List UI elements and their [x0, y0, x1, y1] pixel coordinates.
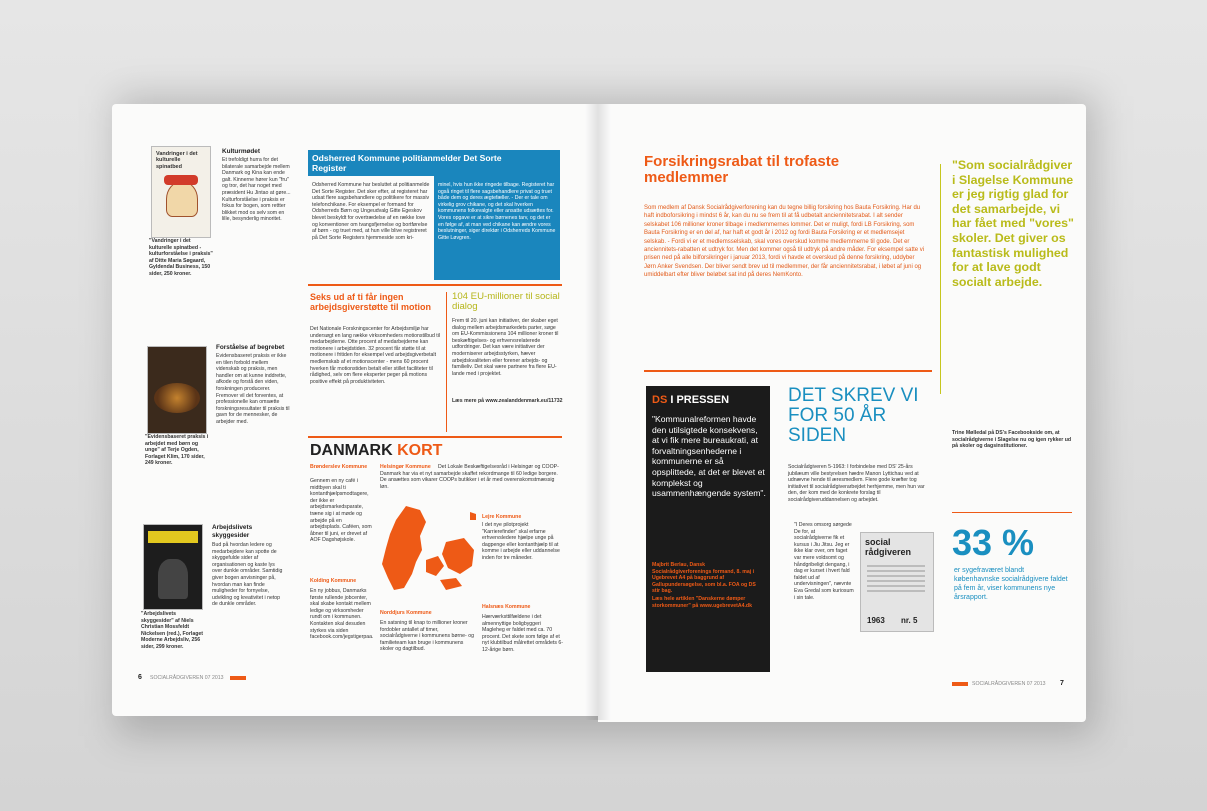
quote-source: Trine Mølledal på DS's Facebookside om, at socialrådgiverne i Slagelse nu og igen rykker ud på skoler og dagsinstitutioner.: [952, 430, 1072, 450]
stat-number: 33 %: [952, 522, 1035, 563]
page-number-left: 6: [138, 674, 142, 681]
book-cover-art: [154, 383, 200, 413]
halsnaes-heading: Halsnæs Kommune: [482, 604, 531, 610]
footer-right: SOCIALRÅDGIVEREN 07 2013: [972, 681, 1046, 687]
page-number-right: 7: [1060, 680, 1064, 687]
pressen-tag: [652, 394, 762, 406]
book2-body: Evidensbaseret praksis er ikke en tilen forbold mellem videnskab og praksis, men handler om at kunne inddrette, afkode og forstå den viden, forskningen producerer. Fremover vil det forventes, at professionelle kan omsætte forskningsresultater til praksis til gavn for de mennesker, de arbejder med.: [216, 353, 290, 425]
divider-map-top: [308, 436, 562, 438]
odsherred-col2: minel, hvis hun ikke ringede tilbage. Registeret har også ringet til flere sagsbehandlere privat og truet både dem og deres ægtefæller. - Der er tale om virkelig grov chikane, og det skal hverken kommunens folkevalgte eller ansatte udsættes for. Vores opgave er at sikre børnenes tarv, og det er en følge af, at man ved chikane kan ændre vores beslutninger, siger direktør i Odsherreds Kommune Gitte Løvgren.: [438, 182, 556, 241]
seks-title: Seks ud af ti får ingen arbejdsgiverstøtte til motion: [310, 292, 432, 312]
danmark-title: [310, 442, 510, 460]
lejre-body: I det nye pilotprojekt "Karrierefinder" skal erfarne erhvervsledere hjælpe unge på dagpenge eller kontanthjælp til at komme i arbejde eller uddannelse inden for tre måneder.: [482, 522, 560, 561]
book1-caption: "Vandringer i det kulturelle spinatbed - kulturforståelse i praksis" af Ditte Maria Søgaard, Gyldendal Business, 150 sider, 250 kroner.: [149, 238, 213, 277]
helsingor-body: Det Lokale Beskæftigelsesråd i Helsingør og COOP-Danmark har via et nyt samarbejde skaffet rekordmange til 60 ledige borgere. De ansættes som vikarer COOPs butikker i et år med overenskomstmæssig løn.: [380, 464, 559, 490]
funen-shape: [426, 556, 444, 576]
book1-body: Et trefoldigt hurra for det bilaterale samarbejde mellem Danmark og Kina kan ende galt. Kinnerne hører kun "fru" og tror, det har noget med præsident Hu Jintao at gøre... Kulturforståelse i praksis er fokus for bogen, som rettter blikket mod os selv som en lille, besynderlig minoritet.: [222, 157, 291, 223]
cartoon-figure-icon: [166, 181, 198, 217]
denmark-map: [376, 502, 480, 598]
kolding-heading: Kolding Kommune: [310, 578, 357, 584]
right-page: [598, 104, 1086, 722]
norddjurs-body: En satsning til knap to millioner kroner fordobler antallet af timer, socialrådgiverne i kommunens børne- og familieteam kan bruge i kommunens skoler og dagtilbud.: [380, 620, 474, 653]
mag-title-a: social: [865, 537, 891, 547]
odsherred-title: Odsherred Kommune politianmelder Det Sorte Register: [312, 153, 502, 173]
odsherred-col1: Odsherred Kommune har besluttet at politianmelde Det Sorte Register. Det sker efter, at registeret har udsat flere sagsbehandlere og politikere for massiv telefonchikane. For eksempel er formand for Odsherreds Børn og Ungeudvalg Gitte Egeskov blevet beskyldt for overtrædelse af en række love og konventioner om tvangsfjernelse og bortførelse af børn - og truet med, at hun ville blive registreret på Det Sorte Registers hjemmeside som kri-: [312, 182, 430, 241]
pressen-link[interactable]: Læs hele artiklen "Danskerne dømper storkommuner" på www.ugebrevetA4.dk: [652, 596, 752, 609]
book3-heading: Arbejdslivets skyggesider: [212, 524, 253, 539]
bronderslev-body: Gennem en ny café i midtbyen skal ti kontanthjælpsmodtagere, der ikke er arbejdsmarkedsparate, træne sig i at møde og arbejde på en arbejdsplads. Caféen, som åbner til juni, er drevet af AOF Dagshøjskole.: [310, 478, 372, 544]
divider-right: [644, 370, 932, 372]
mag-text-lines: [867, 565, 925, 595]
pressen-tag-a: DS: [652, 394, 668, 406]
forsikring-body: Som medlem af Dansk Socialrådgiverforening kan du tegne billig forsikring hos Bauta Forsikring. Har du haft indboforsikring i mindst 6 år, kan du nu se frem til at få udbetalt anciennitetsrabat. I alt sender selskabet 106 millioner kroner tilbage i medlemmernes lommer. Det er muligt, fordi LB Forsikring, som Bauta Forsikring er en del af, har haft et godt år i 2012 og fordi Bauta Forsikring er et medlemsejet selskab. - Fordi vi er et medlemsselskab, skal vores overskud komme medlemmerne til gode. Det er anciennitets-rabatten et udtryk for. Men det kommer også til udtryk på andre måder. For eksempel satte vi prisen ned på alle bilforsikringer i januar 2013, fordi vi havde et overskud på denne forsikring, uddyber Jørn Anker Svendsen. Der bliver sendt brev ud til medlemmer, der får anciennitetsrabat, i løbet af juni og umiddelbart efter bliver beløbet sat ind på deres NemKonto.: [644, 205, 925, 279]
pressen-tag-b: I PRESSEN: [670, 394, 730, 406]
jutland-shape: [382, 506, 426, 590]
book-cover-figure: [158, 559, 188, 599]
mag-nr: nr. 5: [901, 616, 918, 625]
hat-icon: [164, 175, 198, 185]
eu-title: 104 EU-millioner til social dialog: [452, 291, 560, 313]
book2-caption: "Evidensbaseret praksis i arbejdet med børn og unge" af Terje Ogden, Forlaget Klim, 170 sider, 249 kroner.: [145, 434, 209, 467]
mag-year: 1963: [867, 616, 885, 625]
lejre-heading: Lejre Kommune: [482, 514, 522, 520]
danmark-title-b: KORT: [397, 442, 443, 459]
book-cover-kulturelle: [151, 146, 211, 238]
kolding-body: En ny jobbus, Danmarks første rullende jobcenter, skal skabe kontakt mellem ledige og virksomheder rundt om i kommunen. Kontakten skal desuden styrkes via siden facebook.com/jegstigerpaa.: [310, 588, 374, 641]
pressen-box: [646, 386, 770, 672]
book3-caption: "Arbejdslivets skyggesider" af Niels Christian Mossfeldt Nickelsen (red.), Forlaget Moderne Arbejdsliv, 256 sider, 299 kroner.: [141, 611, 203, 650]
divider-middle: [446, 292, 447, 432]
book2-heading: Forståelse af begrebet: [216, 344, 285, 351]
stat-body: er sygefraværet blandt københavnske socialrådgivere faldet på fem år, viser kommunens nye årsrapport.: [954, 567, 1068, 601]
footer-left-bar: [230, 676, 246, 680]
magazine-gutter: [585, 104, 611, 720]
danmark-title-a: DANMARK: [310, 442, 393, 459]
magazine-cover-1963: [860, 532, 934, 632]
footer-left: SOCIALRÅDGIVEREN 07 2013: [150, 675, 224, 681]
pressen-source: Majbrit Berlau, Dansk Socialrådgiverforenings formand, 8. maj i Ugebrevet A4 på baggrund af Gallupundersøgelse, som bl.a. FOA og DS stir bag.: [652, 562, 756, 595]
mag-title-b: rådgiveren: [865, 547, 912, 557]
zealand-shape: [442, 538, 474, 574]
eu-body: Frem til 20. juni kan initiativer, der skaber eget dialog mellem arbejdsmarkedets parter, søge om EU-Kommissionens 104 millioner kroner til beskæftigelses- og erhvervsrelaterede udfordringer. Det kan være initiativer der moderniserer arbejdsstyrken, hæver arbejdskvaliteten eller forener arbejds- og familieliv. Det skal være partnere fra flere EU-lande med i projektet.: [452, 318, 559, 377]
divider-stat: [952, 512, 1072, 513]
divider-top: [308, 284, 562, 286]
seks-body: Det Nationale Forskningscenter for Arbejdsmiljø har undersøgt en lang række virksomheders motionstilbud til medarbejderne. Otte procent af medarbejderne kan motionere i arbejdstiden. 32 procent får støtte til at motionere i fritiden for eksempel ved arbejdsgiverbetalt medlemskab af et motionscenter - mens 60 procent hverken får motionstiden betalt eller stillet faciliteter til rådighed, selv om flere eksperter peger på motions positive effekt på produktiviteten.: [310, 326, 441, 385]
forsikring-title: Forsikringsrabat til trofaste medlemmer: [644, 153, 840, 186]
quote-rule: [940, 164, 941, 394]
skrev-intro: Socialrådgiveren 5-1963: I forbindelse med DS' 25-års jubilæum ville bestyrelsen hædre Manon Lyttichau ved at udnævne hende til æresmedlem. Flere gode kræfter tog initiativet til socialrådgiverarbejdet herhjemme, men hun var den, der kom med de konkrete forslag til socialrådgiveruddannelsen og arbejdet.: [788, 464, 925, 503]
book-cover-skyggesider: [143, 524, 203, 610]
footer-right-bar: [952, 682, 968, 686]
bornholm-shape: [470, 512, 476, 520]
odsherred-box: [308, 150, 560, 280]
lolland-shape: [440, 578, 462, 590]
quote-text: "Som socialrådgiver i Slagelse Kommune er jeg rigtig glad for det samarbejde, vi har fået med "vores" skoler. Det giver os fantastisk mulighed for at lave godt socialt arbejde.: [952, 158, 1074, 289]
norddjurs-heading: Norddjurs Kommune: [380, 610, 432, 616]
pressen-quote: "Kommunalreformen havde den utilsigtede konsekvens, at vi fik mere bureaukrati, at forvaltningsenhederne i kommunerne er så opsplittede, at det er blevet et komplekst og usammenhængende system".: [652, 414, 766, 499]
helsingor-heading: Helsingør Kommune: [380, 464, 431, 470]
book1-heading: Kulturmødet: [222, 148, 260, 155]
bronderslev-heading: Brønderslev Kommune: [310, 464, 368, 470]
eu-link[interactable]: Læs mere på www.zealanddenmark.eu/11732: [452, 398, 563, 404]
left-page: [112, 104, 598, 716]
skrev-body: "I Deres omsorg sørgede De for, at socialrådgiverne fik et kursus i Jiu Jitsu. Jeg er ikke klar over, om faget var mere voldsomt og håndgribeligt dengang, i dag er kurset i hvert fald faldet ud af undervisningen", nævnte Eva Gredal som kuriosum i sin tale.: [794, 522, 854, 601]
book3-body: Bud på hvordan ledere og medarbejdere kan spotte de skyggefulde sider af organisationen og kaste lys over dunkle områder. Samtidig giver bogen anvisninger på, hvordan man kan finde muligheder for fornyelse, udvikling og kreativitet i netop de dunkle områder.: [212, 542, 283, 608]
book-cover-band: [148, 531, 198, 543]
skrev-title: DET SKREV VI FOR 50 ÅR SIDEN: [788, 385, 919, 446]
book-cover-title: Vandringer i det kulturelle spinatbed: [156, 151, 198, 170]
book-cover-evidens: [147, 346, 207, 434]
halsnaes-body: Hærværksttilfældene i det almennyttige boligbyggeri Magleheg er faldet med ca. 70 procent. Det skete som følge af et nyt klubtilbud målrettet områdets 6-12-årige børn.: [482, 614, 564, 653]
